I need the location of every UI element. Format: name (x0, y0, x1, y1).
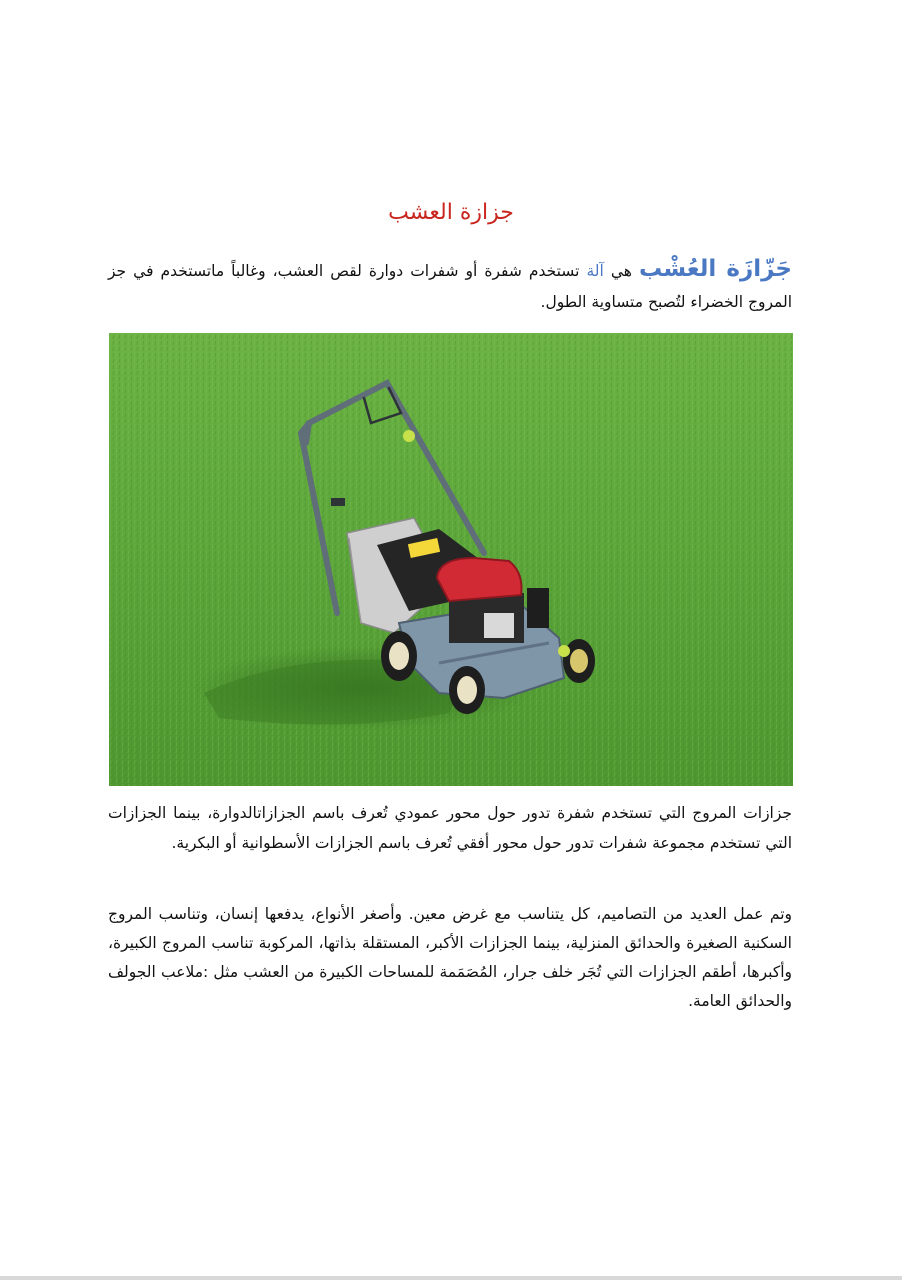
intro-text: تستخدم شفرة أو شفرات دوارة لقص العشب، وغالباً ماتستخدم في جز المروج الخضراء لتُصبح متساوية الطول. (108, 262, 792, 311)
machine-link[interactable]: آلة (586, 262, 604, 280)
wheel-front-left (449, 666, 485, 714)
intro-paragraph (108, 254, 792, 318)
page-title: جزازة العشب (388, 200, 514, 225)
intro-pre-link: هي (603, 262, 640, 280)
lawn-mower-illustration (109, 333, 793, 786)
wheel-rear-left (381, 631, 417, 681)
handle-knob-icon (403, 430, 415, 442)
page-bottom-edge (0, 1276, 902, 1280)
lawn-mower-photo (109, 333, 793, 786)
paragraph-2: جزازات المروج التي تستخدم شفرة تدور حول محور عمودي تُعرف باسم الجزازاتالدوارة، بينما الجزازات التي تستخدم مجموعة شفرات تدور حول محور أفقي تُعرف باسم الجزازات الأسطوانية أو البكرية. (108, 804, 792, 852)
wheel-front-right (563, 639, 595, 683)
paragraph-3: وتم عمل العديد من التصاميم، كل يتناسب مع غرض معين. وأصغر الأنواع، يدفعها إنسان، وتناسب المروج السكنية الصغيرة والحدائق المنزلية، بينما الجزازات الأكبر، المستقلة بذاتها، المركوبة تناسب المروج الكبيرة، وأكبرها، أطقم الجزازات التي تُجَر خلف جرار، المُصَمَمة للمساحات الكبيرة من العشب مثل :ملاعب الجولف والحدائق العامة. (108, 905, 792, 1010)
term-heading: جَزّازَة العُشْب (639, 256, 792, 282)
